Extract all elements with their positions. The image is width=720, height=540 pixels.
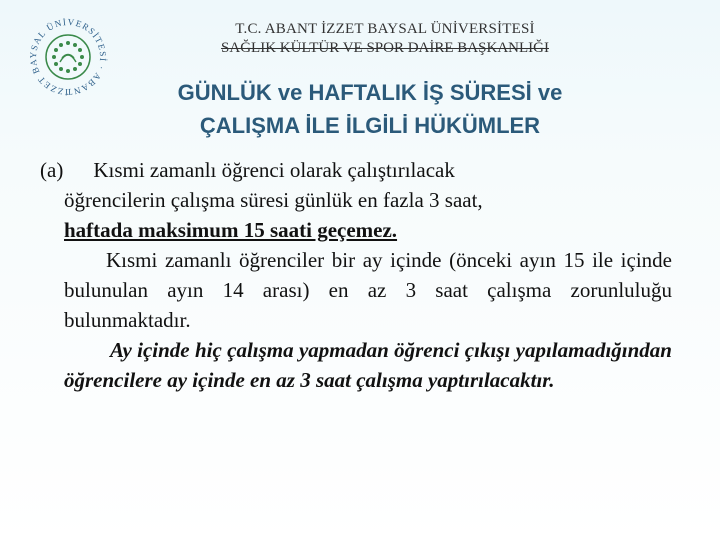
header-department: SAĞLIK KÜLTÜR VE SPOR DAİRE BAŞKANLIĞI	[221, 40, 549, 56]
slide-body	[40, 155, 672, 395]
svg-text:İZZET BAYSAL ÜNİVERSİTESİ · AB	[28, 18, 108, 96]
institution-header	[150, 20, 620, 58]
paragraph-a-emphasis: haftada maksimum 15 saati geçemez.	[64, 218, 398, 242]
paragraph-a-text-2: öğrencilerin çalışma süresi günlük en fazla 3 saat,	[64, 188, 483, 212]
paragraph-a-label: (a)	[40, 158, 64, 182]
logo-ring-text: İZZET BAYSAL ÜNİVERSİTESİ · ABANT	[27, 18, 109, 96]
slide-title	[120, 76, 620, 142]
title-line-1: GÜNLÜK ve HAFTALIK İŞ SÜRESİ ve	[177, 80, 563, 105]
paragraph-a	[40, 155, 672, 245]
paragraph-a-text-1: Kısmi zamanlı öğrenci olarak çalıştırılacak	[93, 158, 455, 182]
header-university: T.C. ABANT İZZET BAYSAL ÜNİVERSİTESİ	[235, 21, 535, 37]
paragraph-part-time-requirement	[40, 245, 672, 335]
paragraph-monthly-work-text: Ay içinde hiç çalışma yapmadan öğrenci çıkışı yapılamadığından öğrencilere ay içinde en az 3 saat çalışma yaptırılacaktır.	[64, 338, 672, 392]
university-logo	[20, 18, 116, 96]
title-line-2: ÇALIŞMA İLE İLGİLİ HÜKÜMLER	[199, 113, 541, 138]
paragraph-part-time-text: Kısmi zamanlı öğrenciler bir ay içinde (önceki ayın 15 ile içinde bulunulan ayın 14 arası) en az 3 saat çalışma zorunluluğu bulunmaktadır.	[64, 248, 672, 332]
paragraph-monthly-work-note	[40, 335, 672, 395]
